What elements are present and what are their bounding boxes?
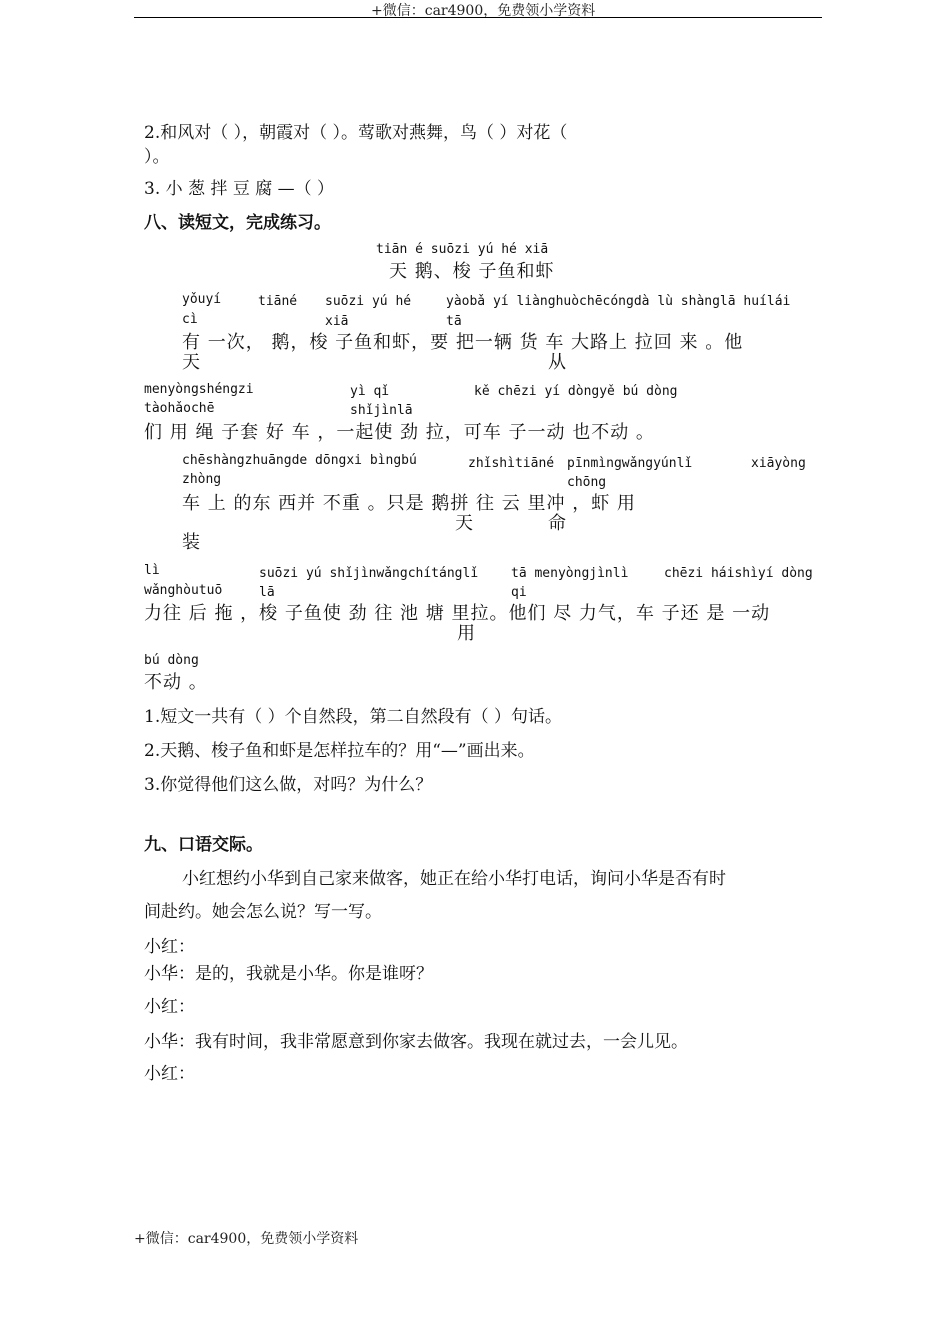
question-2-line1: 2.和风对（ ），朝霞对（ ）。莺歌对燕舞，鸟（ ）对花（ bbox=[144, 123, 568, 143]
p1-text2-b: 从 bbox=[548, 352, 567, 373]
p2-pinyin2-b: shǐjìnlā bbox=[350, 403, 413, 418]
p1-pinyin-b: tiāné bbox=[258, 294, 298, 309]
exercise-3: 3.你觉得他们这么做，对吗？为什么？ bbox=[144, 775, 433, 795]
section-8-title: 八、读短文，完成练习。 bbox=[144, 213, 331, 233]
p4-pinyin2-c: qi bbox=[511, 585, 527, 600]
p1-pinyin-c: suōzi yú hé bbox=[325, 294, 412, 309]
p3-text2-a: 天 bbox=[455, 513, 474, 534]
section-9-title: 九、口语交际。 bbox=[144, 835, 263, 855]
p1-text: 有 一次， 鹅，梭 子鱼和虾，要 把一辆 货 车 大路上 拉回 来 。他 bbox=[182, 332, 744, 353]
p5-pinyin: bú dòng bbox=[144, 653, 199, 668]
page-footer: +微信：car4900，免费领小学资料 bbox=[134, 1231, 359, 1247]
p1-pinyin-a: yǒuyí bbox=[182, 292, 222, 307]
p2-pinyin-c: kě chēzi yí dòngyě bú dòng bbox=[474, 384, 678, 399]
p2-pinyin2-a: tàohǎochē bbox=[144, 401, 215, 416]
p4-text2: 用 bbox=[457, 623, 476, 644]
p1-pinyin-d: yàobǎ yí liànghuòchēcóngdà lù shànglā huílái bbox=[446, 294, 791, 309]
header-rule bbox=[134, 17, 822, 18]
p4-pinyin2-a: wǎnghòutuō bbox=[144, 583, 223, 598]
dialogue-line-3: 小红： bbox=[144, 997, 195, 1017]
dialogue-line-2: 小华：是的，我就是小华。你是谁呀？ bbox=[144, 964, 433, 984]
title-pinyin: tiān é suōzi yú hé xiā bbox=[376, 242, 549, 257]
p3-pinyin2-a: zhòng bbox=[182, 472, 222, 487]
dialogue-line-1: 小红： bbox=[144, 937, 195, 957]
p2-pinyin-b: yì qǐ bbox=[350, 384, 390, 399]
exercise-1: 1.短文一共有（ ）个自然段，第二自然段有（ ）句话。 bbox=[144, 707, 563, 727]
p2-text: 们 用 绳 子套 好 车 ，一起使 劲 拉，可车 子一动 也不动 。 bbox=[144, 422, 655, 443]
question-2-line2: ）。 bbox=[144, 147, 170, 167]
p1-pinyin2-c: tā bbox=[446, 314, 462, 329]
page-header: +微信：car4900，免费领小学资料 bbox=[371, 3, 596, 19]
p3-text: 车 上 的东 西并 不重 。只是 鹅拼 往 云 里冲 ，虾 用 bbox=[182, 493, 636, 514]
p3-pinyin-a: chēshàngzhuāngde dōngxi bìngbú bbox=[182, 453, 417, 468]
p3-pinyin-d: xiāyòng bbox=[751, 456, 806, 471]
p4-pinyin2-b: lā bbox=[259, 585, 275, 600]
p3-pinyin-b: zhǐshìtiāné bbox=[468, 456, 555, 471]
dialogue-line-5: 小红： bbox=[144, 1064, 195, 1084]
exercise-2: 2.天鹅、梭子鱼和虾是怎样拉车的？用“—”画出来。 bbox=[144, 741, 535, 761]
dialogue-line-4: 小华：我有时间，我非常愿意到你家去做客。我现在就过去，一会儿见。 bbox=[144, 1032, 688, 1052]
p5-text: 不动 。 bbox=[144, 672, 208, 693]
p4-pinyin-c: tā menyòngjìnlì bbox=[511, 566, 629, 581]
p1-pinyin2-a: cì bbox=[182, 312, 198, 327]
p4-pinyin-d: chēzi háishìyí dòng bbox=[664, 566, 813, 581]
p4-pinyin-b: suōzi yú shǐjìnwǎngchítánglǐ bbox=[259, 566, 479, 581]
question-3: 3. 小 葱 拌 豆 腐 —（ ） bbox=[144, 179, 335, 199]
p2-pinyin-a: menyòngshéngzi bbox=[144, 382, 254, 397]
p4-text: 力往 后 拖 ，梭 子鱼使 劲 往 池 塘 里拉。他们 尽 力气，车 子还 是 一动 bbox=[144, 603, 771, 624]
p1-text2-a: 天 bbox=[182, 352, 201, 373]
p3-text2-b: 命 bbox=[548, 513, 567, 534]
prompt-line1: 小红想约小华到自己家来做客，她正在给小华打电话，询问小华是否有时 bbox=[182, 869, 726, 889]
story-title: 天 鹅、梭 子鱼和虾 bbox=[389, 261, 555, 282]
p1-pinyin2-b: xiā bbox=[325, 314, 349, 329]
p4-pinyin-a: lì bbox=[144, 563, 160, 578]
p3-pinyin2-b: chōng bbox=[567, 475, 607, 490]
p3-pinyin-c: pīnmìngwǎngyúnlǐ bbox=[567, 456, 693, 471]
p3-text3: 装 bbox=[182, 532, 201, 553]
prompt-line2: 间赴约。她会怎么说？写一写。 bbox=[144, 902, 382, 922]
